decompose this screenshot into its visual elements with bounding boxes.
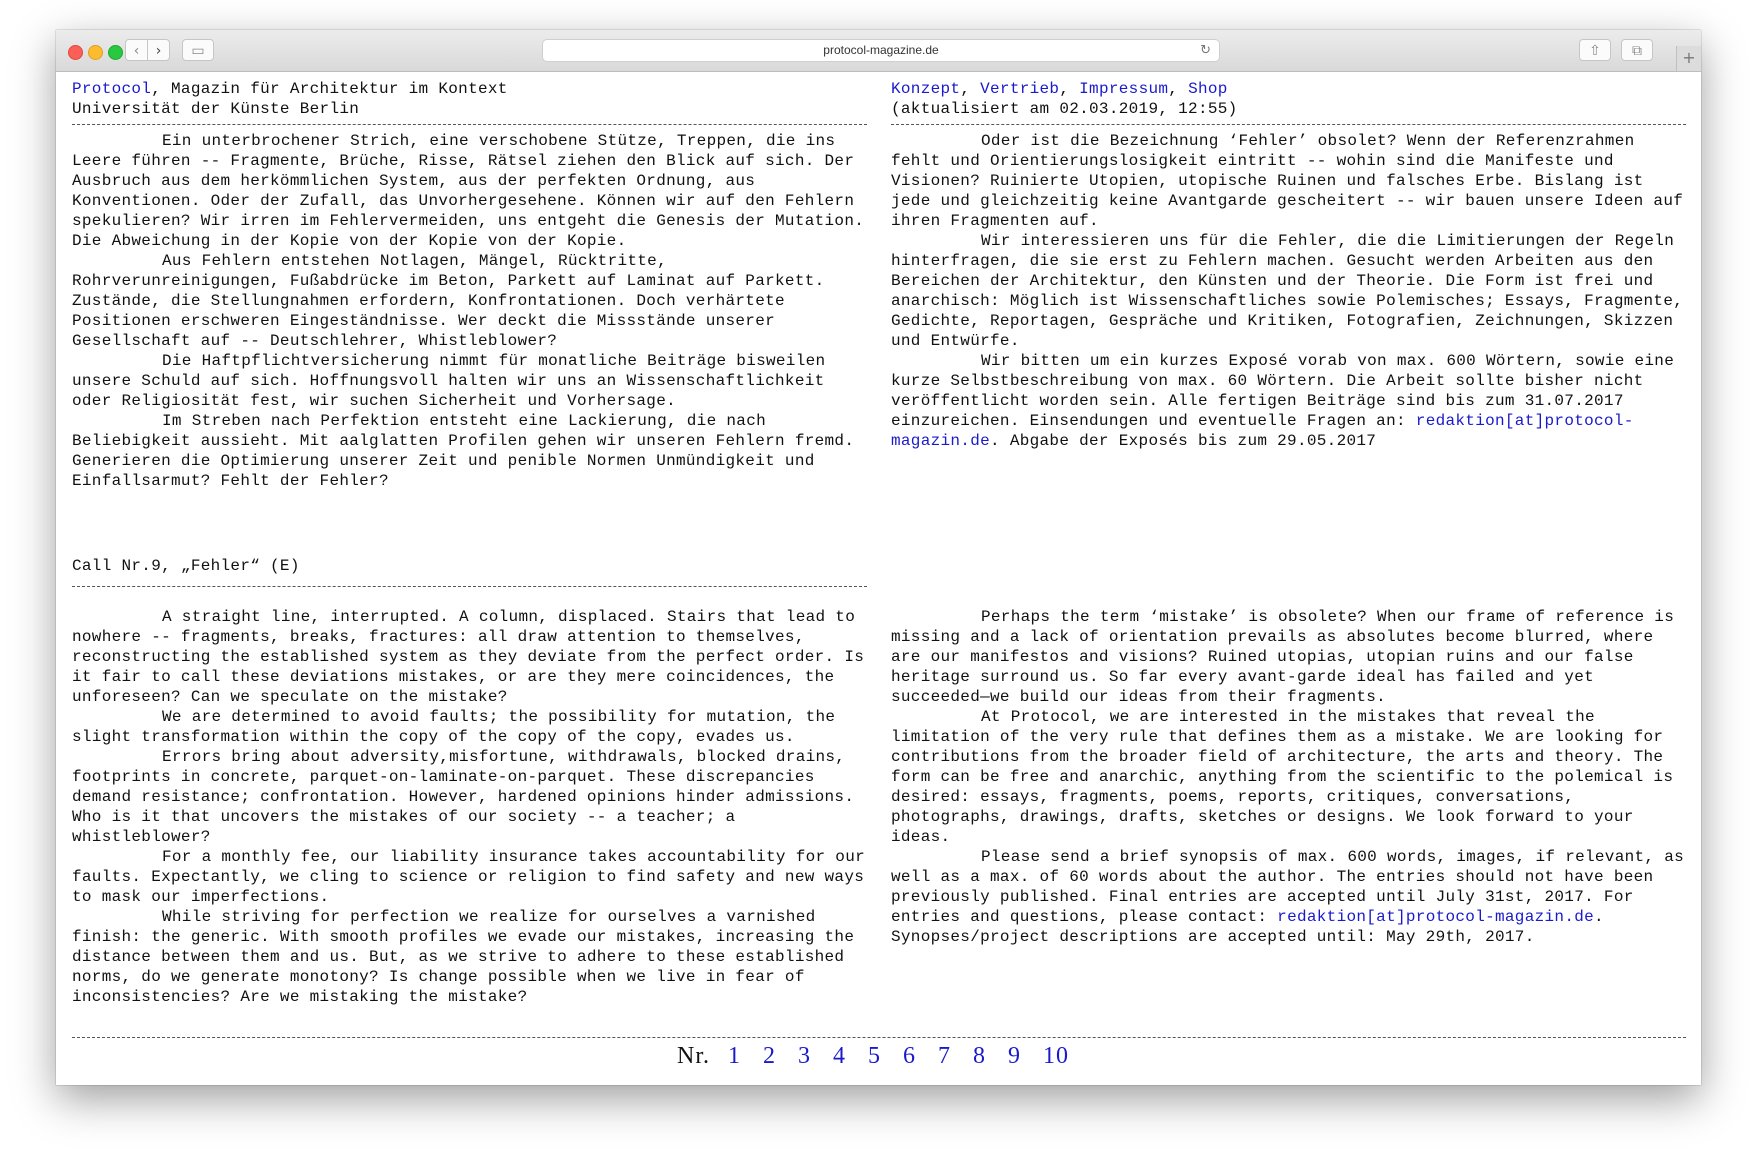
- tabs-overview-button[interactable]: [1621, 39, 1653, 61]
- german-text-left: [72, 131, 867, 491]
- browser-toolbar: [56, 30, 1701, 72]
- nav-separator: ,: [1168, 80, 1189, 98]
- nav-konzept[interactable]: Konzept: [891, 80, 961, 98]
- tabs-icon: ⧉: [1632, 43, 1642, 59]
- nav-vertrieb[interactable]: Vertrieb: [980, 80, 1060, 98]
- plus-icon: +: [1682, 48, 1696, 67]
- paragraph: Ein unterbrochener Strich, eine verschobene Stütze, Treppen, die ins Leere führen -- Fragmente, Brüche, Risse, Rätsel ziehen den Blick auf sich. Der Ausbruch aus dem herkömmlichen System, aus der perfekten Ordnung, aus Konventionen. Oder der Zufall, das Unvorhergesehene. Können wir auf den Fehlern spekulieren? Wir irren im Fehlervermeiden, uns entgeht die Genesis der Mutation. Die Abweichung in der Kopie von der Kopie von der Kopie.: [72, 132, 865, 250]
- paragraph-text: Please send a brief synopsis of max. 600 words, images, if relevant, as well as a max. of 60 words about the author. The entries should not have been previously published. Final entries are accepted until July 31st, 2017. For entries and questions, please contact:: [891, 848, 1685, 926]
- paragraph: At Protocol, we are interested in the mistakes that reveal the limitation of the very rule that defines them as a mistake. We are looking for contributions from the broader field of architecture, the arts and theory. The form can be free and anarchic, anything from the scientific to the polemical is desired: essays, fragments, poems, reports, critiques, conversations, photographs, drawings, drafts, sketches or designs. We look forward to your ideas.: [891, 708, 1674, 846]
- tagline: , Magazin für Architektur im Kontext: [151, 80, 508, 98]
- paragraph: While striving for perfection we realize for ourselves a varnished finish: the generic. With smooth profiles we evade our mistakes, increasing the distance between them and us. But, as we strive to adhere to these established norms, do we generate monotony? Is change possible when we live in fear of inconsistencies? Are we mistaking the mistake?: [72, 908, 855, 1006]
- new-tab-button[interactable]: [1676, 46, 1701, 71]
- nav-shop[interactable]: Shop: [1188, 80, 1228, 98]
- chevron-right-icon: ›: [155, 43, 162, 59]
- email-link[interactable]: redaktion[at]protocol-magazin.de: [1277, 908, 1595, 926]
- divider: [72, 586, 867, 587]
- url-text: protocol-magazine.de: [823, 43, 939, 57]
- paragraph: Perhaps the term ‘mistake’ is obsolete? When our frame of reference is missing and a lack of orientation prevails as absolutes become blurred, where are our manifestos and visions? Ruined utopias, utopian ruins and our false heritage surround us. So far every avant-garde ideal has failed and yet succeeded—we build our ideas from their fragments.: [891, 608, 1675, 706]
- email-link[interactable]: redaktion[at]protocol-magazin.de: [891, 412, 1634, 450]
- reload-icon[interactable]: ↻: [1200, 43, 1211, 58]
- browser-window: [56, 30, 1701, 1085]
- pager-link-7[interactable]: 7: [938, 1043, 951, 1069]
- paragraph: [891, 351, 1686, 451]
- nav-separator: ,: [1059, 80, 1080, 98]
- divider: [891, 124, 1686, 125]
- paragraph: Wir interessieren uns für die Fehler, die die Limitierungen der Regeln hinterfragen, die sie erst zu Fehlern machen. Gesucht werden Arbeiten aus den Bereichen der Architektur, den Künsten und der Theorie. Die Form ist frei und anarchisch: Möglich ist Wissenschaftliches sowie Polemisches; Essays, Fragmente, Gedichte, Reportagen, Gespräche und Kritiken, Fotografien, Zeichnungen, Skizzen und Entwürfe.: [891, 232, 1684, 350]
- german-text-right: [891, 131, 1686, 451]
- pager-link-5[interactable]: 5: [868, 1043, 881, 1069]
- pager-label: Nr.: [677, 1043, 710, 1069]
- divider: [72, 1037, 1686, 1038]
- site-header-left: [72, 79, 867, 119]
- pager-link-1[interactable]: 1: [728, 1043, 741, 1069]
- share-icon: ⇧: [1589, 43, 1601, 59]
- paragraph: [891, 847, 1686, 947]
- institution: Universität der Künste Berlin: [72, 100, 360, 118]
- pager-link-3[interactable]: 3: [798, 1043, 811, 1069]
- main-nav: [891, 79, 1686, 99]
- paragraph: A straight line, interrupted. A column, displaced. Stairs that lead to nowhere -- fragments, breaks, fractures: all draw attention to themselves, reconstructing the established system as they deviate from the perfect order. Is it fair to call these deviations mistakes, or are they mere coincidences, the unforeseen? Can we speculate on the mistake?: [72, 608, 865, 706]
- nav-separator: ,: [960, 80, 981, 98]
- forward-button[interactable]: [147, 39, 170, 61]
- updated-timestamp: (aktualisiert am 02.03.2019, 12:55): [891, 100, 1238, 118]
- call-title: Call Nr.9, „Fehler“ (E): [72, 557, 300, 575]
- close-window-button[interactable]: [68, 45, 83, 60]
- english-text-left: [72, 607, 867, 1007]
- sidebar-toggle-button[interactable]: [182, 39, 214, 61]
- paragraph: Errors bring about adversity,misfortune, withdrawals, blocked drains, footprints in concrete, parquet-on-laminate-on-parquet. These discrepancies demand resistance; confrontation. However, hardened opinions hinder admissions. Who is it that uncovers the mistakes of our society -- a teacher; a whistleblower?: [72, 748, 855, 846]
- issue-pager: [56, 1043, 1701, 1069]
- minimize-window-button[interactable]: [88, 45, 103, 60]
- paragraph-text: . Synopses/project descriptions are accepted until: May 29th, 2017.: [891, 908, 1604, 946]
- paragraph: Die Haftpflichtversicherung nimmt für monatliche Beiträge bisweilen unsere Schuld auf sich. Hoffnungsvoll halten wir uns an Wissenschaftlichkeit oder Religiosität fest, wir suchen Sicherheit und Vorhersage.: [72, 352, 826, 410]
- address-bar[interactable]: [542, 39, 1220, 62]
- pager-link-2[interactable]: 2: [763, 1043, 776, 1069]
- pager-link-4[interactable]: 4: [833, 1043, 846, 1069]
- sidebar-icon: ▭: [191, 43, 205, 59]
- paragraph: We are determined to avoid faults; the possibility for mutation, the slight transformation within the copy of the copy of the copy, evades us.: [72, 708, 836, 746]
- site-header-right: [891, 79, 1686, 119]
- pager-link-6[interactable]: 6: [903, 1043, 916, 1069]
- share-button[interactable]: [1579, 39, 1611, 61]
- pager-link-10[interactable]: 10: [1043, 1043, 1069, 1069]
- page-content: [56, 72, 1701, 1085]
- paragraph: Im Streben nach Perfektion entsteht eine Lackierung, die nach Beliebigkeit aussieht. Mit aalglatten Profilen gehen wir unseren Fehlern fremd. Generieren die Optimierung unserer Zeit und penible Normen Unmündigkeit und Einfallsarmut? Fehlt der Fehler?: [72, 412, 855, 490]
- pager-link-9[interactable]: 9: [1008, 1043, 1021, 1069]
- back-button[interactable]: [125, 39, 148, 61]
- paragraph: Aus Fehlern entstehen Notlagen, Mängel, Rücktritte, Rohrverunreinigungen, Fußabdrücke im Beton, Parkett auf Laminat auf Parkett. Zustände, die Stellungnahmen erfordern, Konfrontationen. Doch verhärtete Positionen erschweren Eingeständnisse. Wer deckt die Missstände unserer Gesellschaft auf -- Deutschlehrer, Whistleblower?: [72, 252, 825, 350]
- brand-link[interactable]: Protocol: [72, 80, 152, 98]
- paragraph: For a monthly fee, our liability insurance takes accountability for our faults. Expectantly, we cling to science or religion to find safety and new ways to mask our imperfections.: [72, 848, 866, 906]
- paragraph-text: Wir bitten um ein kurzes Exposé vorab von max. 600 Wörtern, sowie eine kurze Selbstbeschreibung von max. 60 Wörtern. Die Arbeit sollte bisher nicht veröffentlicht worden sein. Alle fertigen Beiträge sind bis zum 31.07.2017 einzureichen. Einsendungen und eventuelle Fragen an:: [891, 352, 1675, 430]
- divider: [72, 124, 867, 125]
- paragraph-text: . Abgabe der Exposés bis zum 29.05.2017: [990, 432, 1377, 450]
- pager-link-8[interactable]: 8: [973, 1043, 986, 1069]
- zoom-window-button[interactable]: [108, 45, 123, 60]
- paragraph: Oder ist die Bezeichnung ‘Fehler’ obsolet? Wenn der Referenzrahmen fehlt und Orientierungslosigkeit eintritt -- wohin sind die Manifeste und Visionen? Ruinierte Utopien, utopische Ruinen und falsches Erbe. Bislang ist jede und gleichzeitig keine Avantgarde gescheitert -- wir bauen unsere Ideen auf ihren Fragmenten auf.: [891, 132, 1684, 230]
- english-text-right: [891, 607, 1686, 947]
- chevron-left-icon: ‹: [133, 43, 140, 59]
- nav-impressum[interactable]: Impressum: [1079, 80, 1169, 98]
